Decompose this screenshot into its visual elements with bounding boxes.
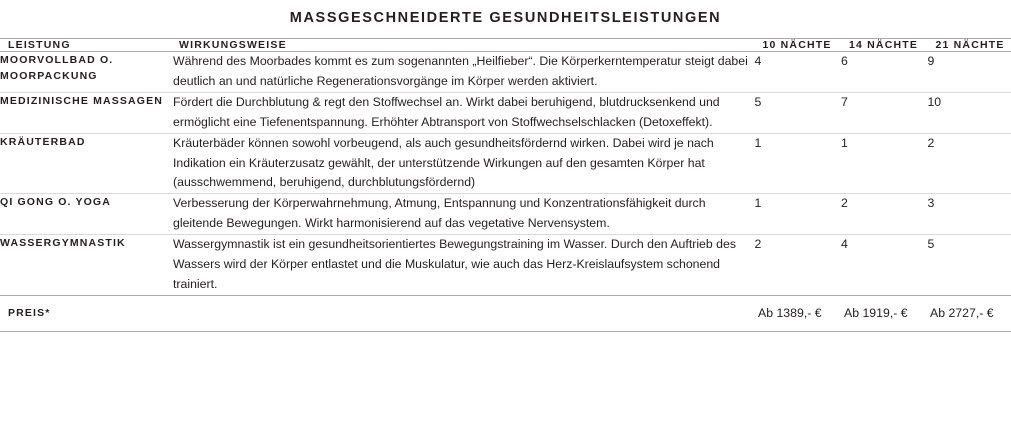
table-row [0, 133, 1011, 194]
price-label: PREIS* [8, 307, 51, 320]
service-effect: Während des Moorbades kommt es zum sogenannten „Heilfieber“. Die Körperkerntemperatur steigt dabei deutlich an und natürliche Regenerationsvorgänge im Körper werden aktiviert. [173, 52, 754, 93]
service-nights-14: 4 [841, 235, 928, 296]
column-header-effect: WIRKUNGSWEISE [173, 39, 754, 52]
table-header [0, 39, 1011, 52]
service-effect: Wassergymnastik ist ein gesundheitsorientiertes Bewegungstraining im Wasser. Durch den Auftrieb des Wassers wird der Körper entlastet und die Muskulatur, wie auch das Herz-Kreislaufsystem schonend trainiert. [173, 235, 754, 296]
price-row [0, 296, 1011, 332]
price-nights-10: Ab 1389,- € [758, 306, 822, 321]
service-nights-10: 1 [754, 133, 841, 194]
service-name: QI GONG O. YOGA [0, 194, 173, 235]
service-nights-21: 5 [927, 235, 1011, 296]
service-nights-10: 1 [754, 194, 841, 235]
service-nights-21: 3 [927, 194, 1011, 235]
column-header-nights-21: 21 NÄCHTE [927, 39, 1011, 52]
table-row [0, 92, 1011, 133]
service-name: KRÄUTERBAD [0, 133, 173, 194]
service-nights-10: 2 [754, 235, 841, 296]
column-header-nights-10: 10 NÄCHTE [754, 39, 841, 52]
price-nights-21: Ab 2727,- € [930, 306, 994, 321]
service-name: MOORVOLLBAD O. MOORPACKUNG [0, 52, 173, 93]
column-header-service: LEISTUNG [0, 39, 173, 52]
service-name: MEDIZINISCHE MASSAGEN [0, 92, 173, 133]
price-nights-14: Ab 1919,- € [844, 306, 908, 321]
service-name: WASSERGYMNASTIK [0, 235, 173, 296]
service-nights-14: 6 [841, 52, 928, 93]
service-nights-10: 5 [754, 92, 841, 133]
service-effect: Verbesserung der Körperwahrnehmung, Atmung, Entspannung und Konzentrationsfähigkeit durch gleitende Bewegungen. Wirkt harmonisierend auf das vegetative Nervensystem. [173, 194, 754, 235]
service-nights-14: 7 [841, 92, 928, 133]
service-nights-10: 4 [754, 52, 841, 93]
table-body [0, 52, 1011, 296]
service-effect: Kräuterbäder können sowohl vorbeugend, als auch gesundheitsfördernd wirken. Dabei wird je nach Indikation ein Kräuterzusatz gewählt, der unterstützende Wirkungen auf den gesamten Körper hat (ausschwemmend, beruhigend, durchblutungsfördernd) [173, 133, 754, 194]
service-effect: Fördert die Durchblutung & regt den Stoffwechsel an. Wirkt dabei beruhigend, blutdrucksenkend und ermöglicht eine Tiefenentspannung. Erhöhter Abtransport von Stoffwechselschlacken (Detoxeffekt). [173, 92, 754, 133]
table-row [0, 52, 1011, 93]
column-header-nights-14: 14 NÄCHTE [841, 39, 928, 52]
service-nights-14: 1 [841, 133, 928, 194]
table-row [0, 235, 1011, 296]
service-nights-21: 10 [927, 92, 1011, 133]
table-row [0, 194, 1011, 235]
service-nights-21: 2 [927, 133, 1011, 194]
service-nights-14: 2 [841, 194, 928, 235]
services-table [0, 38, 1011, 296]
page-title: MASSGESCHNEIDERTE GESUNDHEITSLEISTUNGEN [289, 10, 722, 26]
table-header-row [0, 39, 1011, 52]
service-nights-21: 9 [927, 52, 1011, 93]
